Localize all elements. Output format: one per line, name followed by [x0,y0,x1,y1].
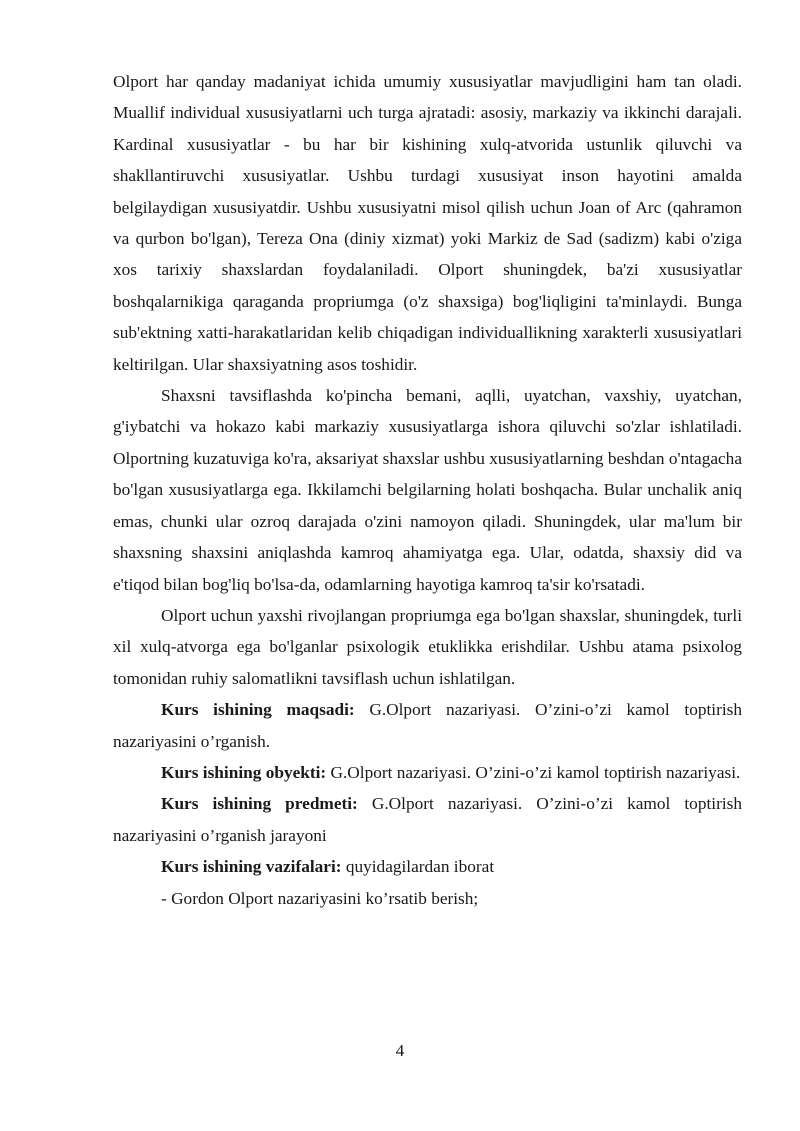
section-object-label: Kurs ishining obyekti: [161,762,327,782]
section-goal-text: G.Olport nazariyasi. O’zini-o’zi kamol toptirish nazariyasini o’rganish. [113,700,742,751]
section-tasks [113,851,742,882]
paragraph-maturity: Olport uchun yaxshi rivojlangan propriumga ega bo'lgan shaxslar, shuningdek, turli xil xulq-atvorga ega bo'lganlar psixologik etuklikka erishdilar. Ushbu atama psixolog tomonidan ruhiy salomatlikni tavsiflash uchun ishlatilgan. [113,605,742,688]
section-object [113,757,742,788]
document-page-body [113,66,742,914]
list-item: - Gordon Olport nazariyasini ko’rsatib berish; [161,888,479,908]
page-number: 4 [395,1041,405,1060]
paragraph-traits-types: Olport har qanday madaniyat ichida umumiy xususiyatlar mavjudligini ham tan oladi. Muallif individual xususiyatlarni uch turga ajratadi: asosiy, markaziy va ikkinchi darajali. Kardinal xususiyatlar - bu har bir kishining xulq-atvorida ustunlik qiluvchi va shakllantiruvchi xususiyatlar. Ushbu turdagi xususiyat inson hayotini amalda belgilaydigan xususiyatdir. Ushbu xususiyatni misol qilish uchun Joan of Arc (qahramon va qurbon bo'lgan), Tereza Ona (diniy xizmat) yoki Markiz de Sad (sadizm) kabi o'ziga xos tarixiy shaxslardan foydalaniladi. Olport shuningdek, ba'zi xususiyatlar boshqalarnikiga qaraganda propriumga (o'z shaxsiga) bog'liqligini ta'minlaydi. Bunga sub'ektning xatti-harakatlaridan kelib chiqadigan individuallikning xarakterli xususiyatlari keltirilgan. Ular shaxsiyatning asos toshidir. [113,72,742,374]
section-tasks-text: quyidagilardan iborat [341,857,495,877]
section-tasks-label: Kurs ishining vazifalari: [161,857,342,877]
section-subject-label: Kurs ishining predmeti: [161,794,358,814]
section-goal [113,694,742,757]
section-object-text: G.Olport nazariyasi. O’zini-o’zi kamol toptirish nazariyasi. [326,762,741,782]
section-subject [113,788,742,851]
paragraph-central-traits: Shaxsni tavsiflashda ko'pincha bemani, aqlli, uyatchan, vaxshiy, uyatchan, g'iybatchi va hokazo kabi markaziy xususiyatlarga ishora qiluvchi so'zlar ishlatiladi. Olportning kuzatuviga ko'ra, aksariyat shaxslar ushbu xususiyatlarning beshdan o'ntagacha bo'lgan xususiyatlarga ega. Ikkilamchi belgilarning holati boshqacha. Bular unchalik aniq emas, chunki ular ozroq darajada o'zini namoyon qiladi. Shuningdek, ular ma'lum bir shaxsning shaxsini aniqlashda kamroq ahamiyatga ega. Ular, odatda, shaxsiy did va e'tiqod bilan bog'liq bo'lsa-da, odamlarning hayotiga kamroq ta'sir ko'rsatadi. [113,386,742,594]
section-subject-text: G.Olport nazariyasi. O’zini-o’zi kamol toptirish nazariyasini o’rganish jarayoni [113,794,742,845]
section-goal-label: Kurs ishining maqsadi: [161,700,355,720]
